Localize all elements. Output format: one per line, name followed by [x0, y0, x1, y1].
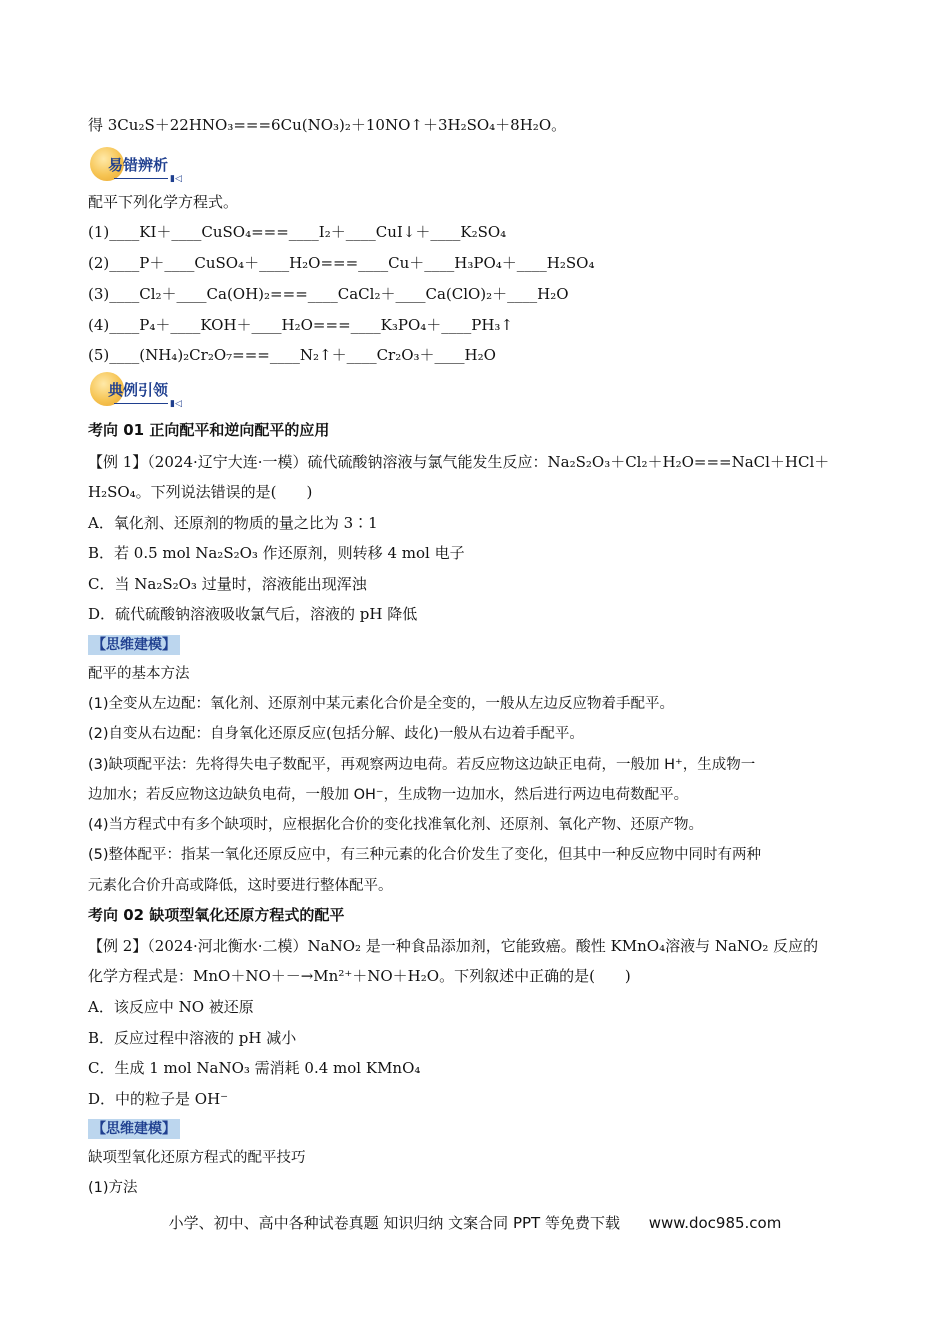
- example1-option: D．硫代硫酸钠溶液吸收氯气后，溶液的 pH 降低: [88, 605, 418, 623]
- example1-line2: H₂SO₄。下列说法错误的是( ): [88, 483, 313, 501]
- example2-option: D．中的粒子是 OH⁻: [88, 1090, 229, 1108]
- page-footer: [0, 1212, 950, 1233]
- model1-line: (5)整体配平：指某一氧化还原反应中，有三种元素的化合价发生了变化，但其中一种反应物中同时有两种: [88, 847, 762, 863]
- model1-line: (4)当方程式中有多个缺项时，应根据化合价的变化找准氧化剂、还原剂、氧化产物、还原产物。: [88, 817, 704, 833]
- footer-text: 小学、初中、高中各种试卷真题 知识归纳 文案合同 PPT 等免费下载: [168, 1214, 620, 1232]
- topic-heading-1: 考向 01 正向配平和逆向配平的应用: [88, 421, 330, 439]
- footer-url[interactable]: www.doc985.com: [648, 1214, 782, 1232]
- equation-item: (1)____KI＋____CuSO₄===____I₂＋____CuI↓＋____K₂SO₄: [88, 223, 507, 241]
- badge-error-analysis: [86, 145, 196, 189]
- badge-underline: [114, 178, 168, 179]
- equation-item: (3)____Cl₂＋____Ca(OH)₂===____CaCl₂＋____Ca(ClO)₂＋____H₂O: [88, 285, 569, 303]
- model1-line: 元素化合价升高或降低，这时要进行整体配平。: [88, 878, 393, 894]
- equation-item: (2)____P＋____CuSO₄＋____H₂O===____Cu＋____H₃PO₄＋____H₂SO₄: [88, 254, 595, 272]
- model1-line: (3)缺项配平法：先将得失电子数配平，再观察两边电荷。若反应物这边缺正电荷，一般加 H⁺，生成物一: [88, 757, 756, 773]
- thinking-model-tag: 【思维建模】: [88, 1119, 180, 1139]
- topic-heading-2: 考向 02 缺项型氧化还原方程式的配平: [88, 906, 345, 924]
- example2-option: A．该反应中 NO 被还原: [88, 998, 254, 1016]
- model2-subheading: (1)方法: [88, 1180, 138, 1196]
- model1-line: 边加水；若反应物这边缺负电荷，一般加 OH⁻，生成物一边加水，然后进行两边电荷数配平。: [88, 787, 689, 803]
- example1-option: A．氧化剂、还原剂的物质的量之比为 3∶1: [88, 514, 378, 532]
- example2-line2: 化学方程式是：MnO＋NO＋－→Mn²⁺＋NO＋H₂O。下列叙述中正确的是( ): [88, 967, 631, 985]
- equation-item: (5)____(NH₄)₂Cr₂O₇===____N₂↑＋____Cr₂O₃＋____H₂O: [88, 346, 496, 364]
- badge-typical-examples: [86, 370, 196, 414]
- play-arrow-icon: ▮◁: [170, 399, 182, 409]
- example2-option: B．反应过程中溶液的 pH 减小: [88, 1029, 297, 1047]
- model1-line: (2)自变从右边配：自身氧化还原反应(包括分解、歧化)一般从右边着手配平。: [88, 726, 584, 742]
- thinking-model-tag: 【思维建模】: [88, 635, 180, 655]
- example2-option: C．生成 1 mol NaNO₃ 需消耗 0.4 mol KMnO₄: [88, 1059, 421, 1077]
- equation-item: (4)____P₄＋____KOH＋____H₂O===____K₃PO₄＋____PH₃↑: [88, 316, 514, 334]
- model1-title: 配平的基本方法: [88, 666, 190, 682]
- badge-label: 易错辨析: [108, 156, 169, 174]
- model2-title: 缺项型氧化还原方程式的配平技巧: [88, 1150, 306, 1166]
- error-instruction: 配平下列化学方程式。: [88, 193, 239, 211]
- play-arrow-icon: ▮◁: [170, 174, 182, 184]
- example2-line1: 【例 2】（2024·河北衡水·二模）NaNO₂ 是一种食品添加剂，它能致癌。酸性 KMnO₄溶液与 NaNO₂ 反应的: [88, 937, 819, 955]
- example1-option: B．若 0.5 mol Na₂S₂O₃ 作还原剂，则转移 4 mol 电子: [88, 544, 465, 562]
- example1-option: C．当 Na₂S₂O₃ 过量时，溶液能出现浑浊: [88, 575, 367, 593]
- model1-line: (1)全变从左边配：氧化剂、还原剂中某元素化合价是全变的，一般从左边反应物着手配平。: [88, 696, 675, 712]
- badge-label: 典例引领: [108, 381, 169, 399]
- intro-line: 得 3Cu₂S＋22HNO₃===6Cu(NO₃)₂＋10NO↑＋3H₂SO₄＋8H₂O。: [88, 116, 567, 134]
- badge-underline: [114, 403, 168, 404]
- example1-line1: 【例 1】（2024·辽宁大连·一模）硫代硫酸钠溶液与氯气能发生反应：Na₂S₂O₃＋Cl₂＋H₂O===NaCl＋HCl＋: [88, 453, 830, 471]
